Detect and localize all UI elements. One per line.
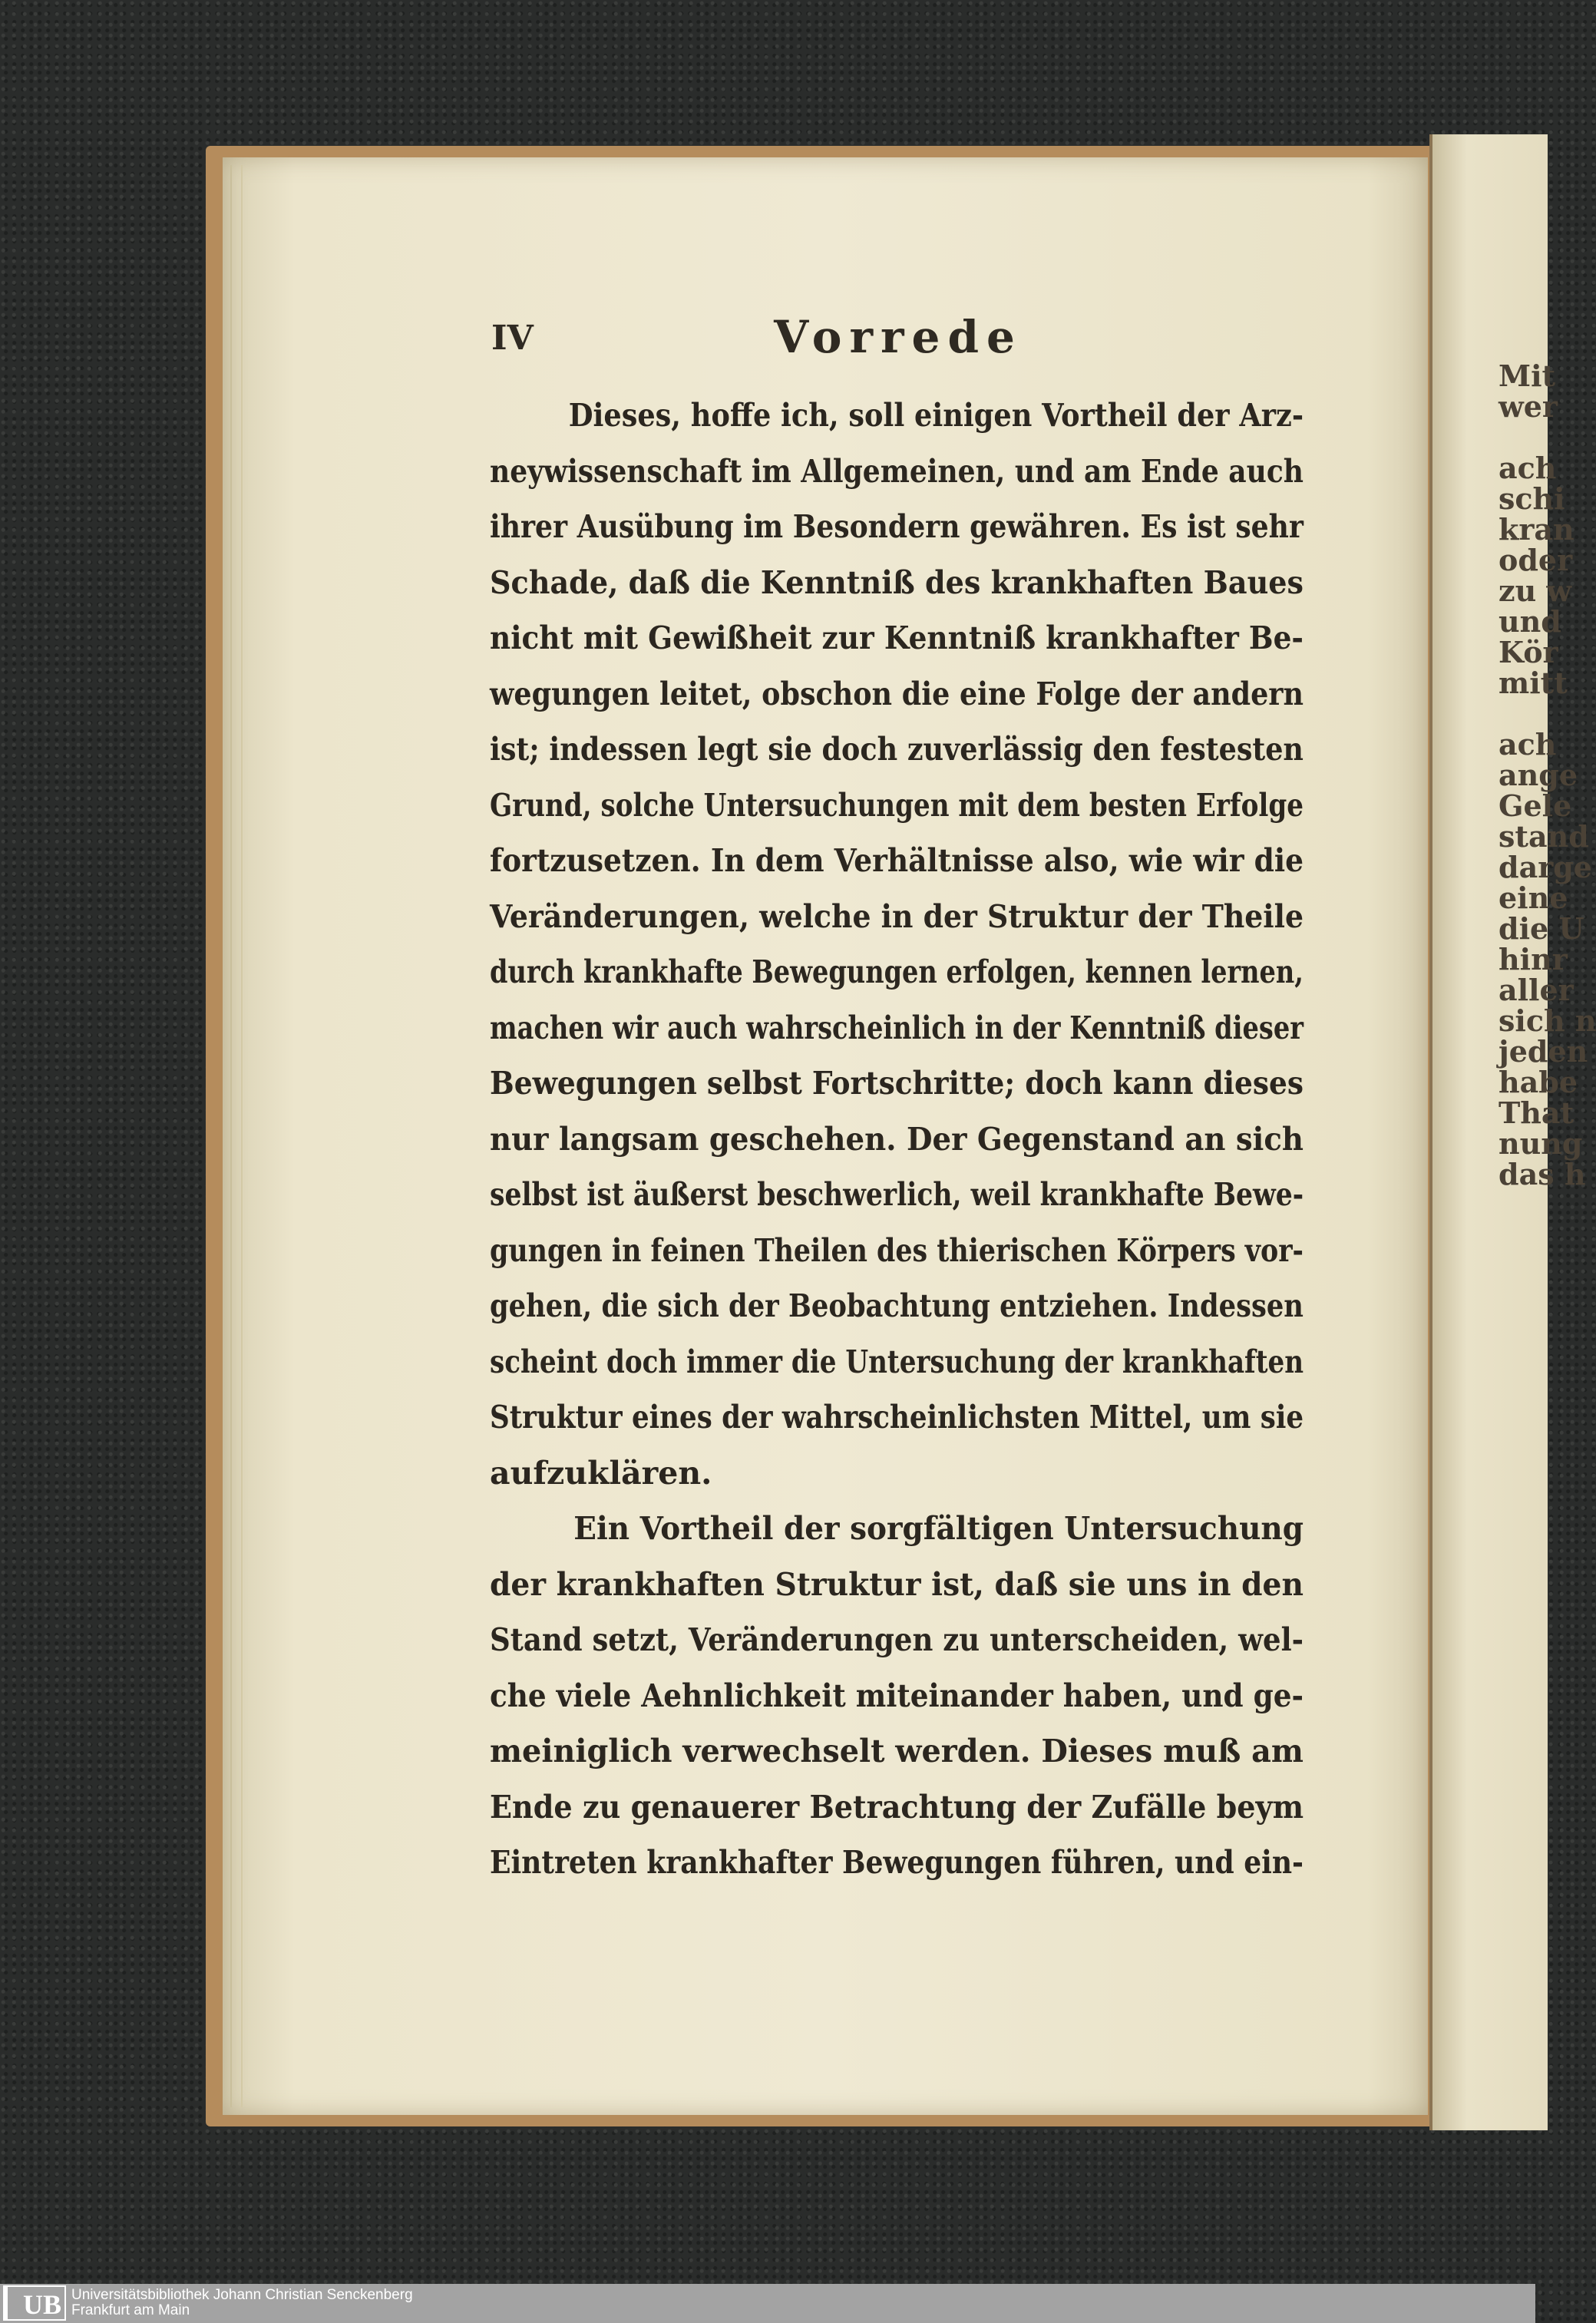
text-line: gehen, die sich der Beobachtung entziehen. Indessen bbox=[490, 1287, 1304, 1324]
facing-page-fragment: darge bbox=[1499, 850, 1592, 884]
text-line: ist; indessen legt sie doch zuverlässig den festesten bbox=[490, 731, 1304, 768]
facing-page-fragment: mitt bbox=[1499, 666, 1568, 700]
text-line: che viele Aehnlichkeit miteinander haben, und ge- bbox=[490, 1677, 1304, 1714]
page-title: Vorrede bbox=[774, 311, 1023, 363]
text-line: gungen in feinen Theilen des thierischen Körpers vor- bbox=[490, 1231, 1304, 1269]
text-line: nur langsam geschehen. Der Gegenstand an sich bbox=[490, 1120, 1304, 1158]
text-line: aufzuklären. bbox=[490, 1454, 712, 1492]
facing-page-fragment: nung bbox=[1499, 1126, 1583, 1161]
facing-page-fragment bbox=[1499, 422, 1596, 453]
text-line: machen wir auch wahrscheinlich in der Kenntniß dieser bbox=[490, 1009, 1304, 1046]
text-line: Schade, daß die Kenntniß des krankhaften Baues bbox=[490, 563, 1304, 601]
text-line: durch krankhafte Bewegungen erfolgen, kennen lernen, bbox=[490, 953, 1304, 990]
text-line: fortzusetzen. In dem Verhältnisse also, wie wir die bbox=[490, 842, 1304, 879]
text-line: nicht mit Gewißheit zur Kenntniß krankhafter Be- bbox=[490, 620, 1304, 656]
text-line: ihrer Ausübung im Besondern gewähren. Es ist sehr bbox=[490, 508, 1304, 545]
logo-text: UB bbox=[22, 2289, 61, 2320]
text-line: Ende zu genauerer Betrachtung der Zufälle beym bbox=[490, 1788, 1304, 1826]
facing-page-fragment: zu w bbox=[1499, 573, 1572, 608]
page-number: IV bbox=[491, 319, 534, 358]
facing-page-fragment: Mit bbox=[1499, 359, 1556, 393]
footer-bar bbox=[0, 2284, 1535, 2323]
text-line: Veränderungen, welche in der Struktur der Theile bbox=[490, 897, 1304, 935]
facing-page-fragment: oder bbox=[1499, 543, 1573, 577]
page-edge bbox=[230, 165, 243, 2107]
facing-page-fragment: That bbox=[1499, 1095, 1575, 1130]
facing-page-text bbox=[1499, 361, 1596, 1190]
facing-page-fragment: hinr bbox=[1499, 942, 1568, 976]
page-body bbox=[490, 388, 1304, 1891]
text-line: wegungen leitet, obschon die eine Folge der andern bbox=[490, 675, 1304, 712]
facing-page-fragment: stand bbox=[1499, 819, 1589, 854]
text-line: selbst ist äußerst beschwerlich, weil krankhafte Bewe- bbox=[490, 1176, 1304, 1213]
text-line: Eintreten krankhafter Bewegungen führen, und ein- bbox=[490, 1844, 1304, 1881]
text-line: meiniglich verwechselt werden. Dieses muß am bbox=[490, 1733, 1304, 1770]
facing-page-fragment: das h bbox=[1499, 1157, 1586, 1191]
facing-page-fragment: schi bbox=[1499, 481, 1565, 516]
institution-name: Universitätsbibliothek Johann Christian Senckenberg bbox=[71, 2287, 413, 2303]
text-line: Stand setzt, Veränderungen zu unterscheiden, wel- bbox=[490, 1621, 1304, 1658]
facing-page-fragment: eine bbox=[1499, 881, 1568, 915]
facing-page-fragment: jeden bbox=[1499, 1034, 1588, 1069]
text-line: Struktur eines der wahrscheinlichsten Mittel, um sie bbox=[490, 1399, 1304, 1436]
facing-page-fragment: Kör bbox=[1499, 635, 1558, 669]
facing-page-fragment: Gele bbox=[1499, 788, 1572, 823]
institution-city: Frankfurt am Main bbox=[71, 2302, 190, 2318]
facing-page-fragment: kran bbox=[1499, 512, 1575, 547]
text-line: scheint doch immer die Untersuchung der krankhaften bbox=[490, 1343, 1304, 1380]
text-line: Dieses, hoffe ich, soll einigen Vortheil der Arz- bbox=[568, 397, 1304, 434]
facing-page-fragment: habe bbox=[1499, 1065, 1578, 1099]
facing-page-fragment bbox=[1499, 699, 1596, 729]
facing-page-fragment: ach bbox=[1499, 727, 1557, 762]
text-line: Bewegungen selbst Fortschritte; doch kann dieses bbox=[490, 1065, 1304, 1102]
facing-page-fragment: ach bbox=[1499, 451, 1557, 485]
facing-page-fragment: die U bbox=[1499, 911, 1584, 946]
facing-page-fragment: aller bbox=[1499, 973, 1574, 1007]
facing-page-fragment: ange bbox=[1499, 758, 1578, 792]
text-line: Grund, solche Untersuchungen mit dem besten Erfolge bbox=[490, 786, 1304, 824]
page-header bbox=[491, 311, 1305, 365]
facing-page-fragment: sich n bbox=[1499, 1003, 1596, 1038]
ub-logo bbox=[3, 2285, 66, 2321]
text-line: neywissenschaft im Allgemeinen, und am Ende auch bbox=[490, 452, 1304, 490]
text-line: Ein Vortheil der sorgfältigen Untersuchung bbox=[573, 1510, 1304, 1547]
text-line: der krankhaften Struktur ist, daß sie uns in den bbox=[490, 1565, 1304, 1603]
facing-page-fragment: wer bbox=[1499, 389, 1558, 424]
facing-page-fragment: und bbox=[1499, 604, 1561, 639]
